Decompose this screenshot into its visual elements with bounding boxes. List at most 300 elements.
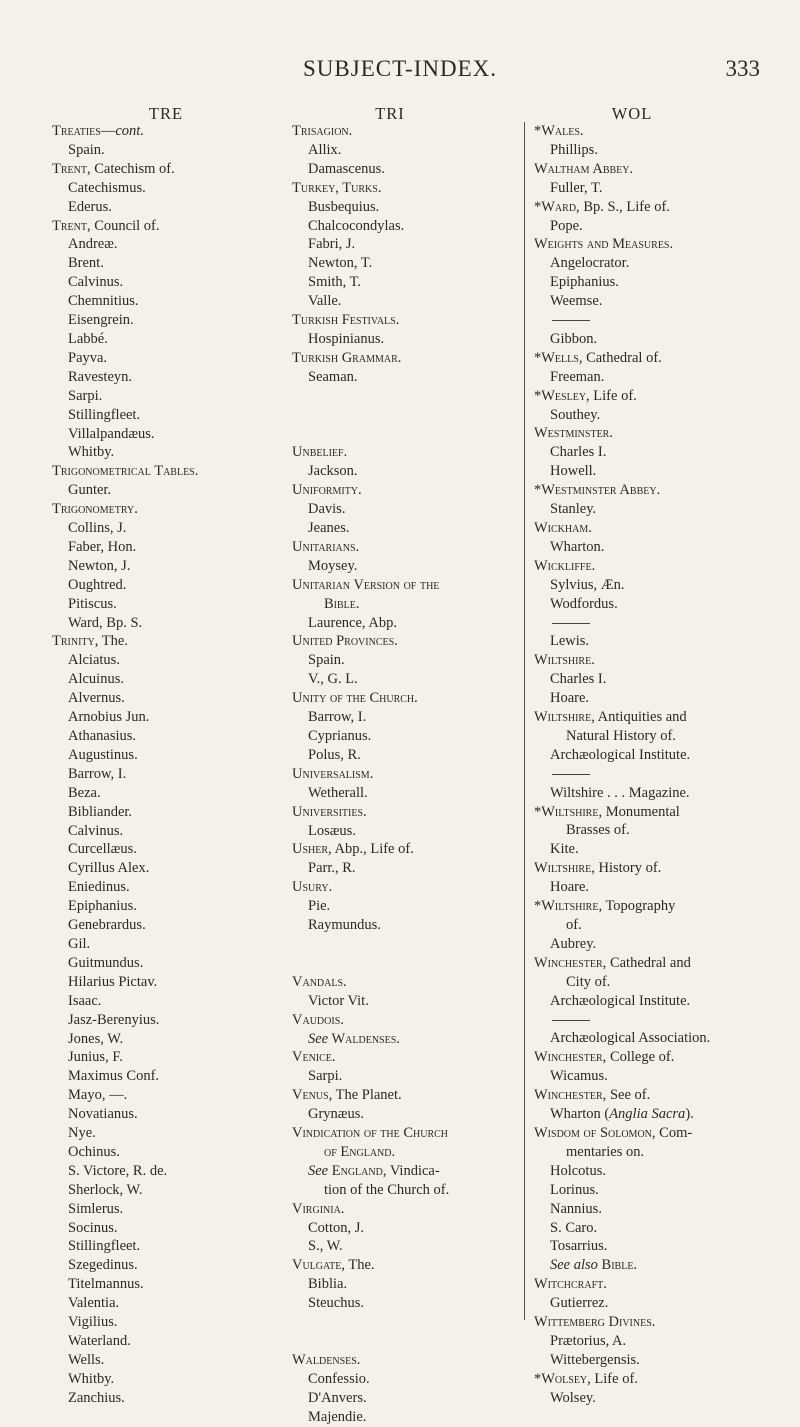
index-subentry: Gutierrez. bbox=[550, 1295, 609, 1312]
heading-term: Uniformity. bbox=[292, 482, 362, 499]
heading-term: Unbelief. bbox=[292, 444, 348, 461]
index-heading bbox=[292, 803, 449, 822]
heading-term: Turkey, Turks. bbox=[292, 179, 382, 196]
entry-text: History of. bbox=[594, 860, 662, 877]
index-subentry: Cyrillus Alex. bbox=[68, 860, 150, 877]
heading-term: Westminster Abbey. bbox=[541, 482, 661, 499]
page-number: 333 bbox=[725, 56, 760, 81]
entry-text: * bbox=[534, 198, 542, 215]
index-subentry: Victor Vit. bbox=[308, 992, 369, 1009]
heading-term: Unitarians. bbox=[292, 538, 360, 555]
entry-text: * bbox=[534, 1370, 542, 1387]
index-subentry: Faber, Hon. bbox=[68, 538, 137, 555]
heading-term: Turkish Festivals. bbox=[292, 312, 400, 329]
index-subentry bbox=[292, 1030, 449, 1049]
index-heading bbox=[292, 765, 449, 784]
index-subentry: Jackson. bbox=[308, 463, 358, 480]
index-heading bbox=[534, 1124, 710, 1143]
index-heading bbox=[534, 424, 710, 443]
index-subentry: Brent. bbox=[68, 255, 104, 272]
entry-text: * bbox=[534, 898, 542, 915]
entry-text: Council of. bbox=[90, 217, 160, 234]
index-heading bbox=[534, 1370, 710, 1389]
index-subentry: Nannius. bbox=[550, 1200, 602, 1217]
index-subentry: Charles I. bbox=[550, 671, 607, 688]
heading-term: Unitarian Version of the bbox=[292, 576, 440, 593]
index-subentry: Confessio. bbox=[308, 1370, 370, 1387]
index-heading bbox=[292, 443, 449, 462]
index-continuation: of. bbox=[566, 917, 582, 934]
index-subentry: Ward, Bp. S. bbox=[68, 614, 143, 631]
index-subentry: Moysey. bbox=[308, 557, 358, 574]
index-subentry: Catechismus. bbox=[68, 179, 146, 196]
index-subentry: Stillingfleet. bbox=[68, 1238, 141, 1255]
column-divider bbox=[524, 122, 525, 1320]
index-heading bbox=[534, 1048, 710, 1067]
index-subentry: Curcellæus. bbox=[68, 841, 137, 858]
index-subentry: Chemnitius. bbox=[68, 293, 139, 310]
blank-line bbox=[292, 406, 449, 425]
heading-term: Wells, bbox=[541, 349, 583, 366]
index-subentry: Beza. bbox=[68, 784, 101, 801]
index-subentry: Sherlock, W. bbox=[68, 1181, 143, 1198]
column-heading-1: TRE bbox=[148, 104, 184, 123]
index-subentry: Biblia. bbox=[308, 1276, 348, 1293]
index-heading bbox=[292, 179, 449, 198]
entry-text: Catechism of. bbox=[90, 160, 175, 177]
index-column-1 bbox=[52, 122, 198, 1408]
index-subentry: Archæological Association. bbox=[550, 1030, 711, 1047]
index-heading bbox=[534, 349, 710, 368]
index-subentry: Sarpi. bbox=[68, 387, 103, 404]
index-subentry: Maximus Conf. bbox=[68, 1068, 160, 1085]
index-subentry: Laurence, Abp. bbox=[308, 614, 397, 631]
index-subentry: Barrow, I. bbox=[68, 765, 127, 782]
index-subentry: Southey. bbox=[550, 406, 601, 423]
entry-text: Antiquities and bbox=[594, 709, 687, 726]
index-heading bbox=[292, 481, 449, 500]
index-heading bbox=[292, 632, 449, 651]
index-subentry: Wells. bbox=[68, 1351, 105, 1368]
index-subentry: Gunter. bbox=[68, 482, 112, 499]
entry-text: Vindica- bbox=[386, 1162, 440, 1179]
index-subentry: Arnobius Jun. bbox=[68, 709, 150, 726]
index-heading bbox=[292, 840, 449, 859]
index-subentry: Holcotus. bbox=[550, 1162, 606, 1179]
index-subentry: Pope. bbox=[550, 217, 583, 234]
index-subentry: Collins, J. bbox=[68, 520, 127, 537]
index-subentry: Gil. bbox=[68, 935, 91, 952]
column-heading-3: WOL bbox=[611, 104, 653, 123]
index-column-3 bbox=[534, 122, 710, 1408]
index-heading bbox=[534, 897, 710, 916]
index-subentry: Wiltshire . . . Magazine. bbox=[550, 784, 690, 801]
italic-text: cont. bbox=[115, 123, 144, 139]
heading-term: Wickliffe. bbox=[534, 557, 596, 574]
index-subentry: Payva. bbox=[68, 349, 108, 366]
column-heading-2: TRI bbox=[375, 104, 405, 123]
index-heading bbox=[52, 500, 198, 519]
index-subentry: Alciatus. bbox=[68, 652, 120, 669]
index-subentry: Wicamus. bbox=[550, 1068, 608, 1085]
index-heading bbox=[292, 538, 449, 557]
index-subentry: Angelocrator. bbox=[550, 255, 630, 272]
heading-term: Trent, bbox=[52, 217, 91, 234]
index-subentry bbox=[292, 1162, 449, 1181]
entry-text: See of. bbox=[606, 1087, 651, 1104]
index-subentry: Simlerus. bbox=[68, 1200, 124, 1217]
entry-text: Monumental bbox=[602, 803, 680, 820]
index-subentry: Wolsey. bbox=[550, 1389, 596, 1406]
index-subentry: Freeman. bbox=[550, 368, 605, 385]
heading-term: Waldenses. bbox=[292, 1351, 361, 1368]
heading-term: Vandals. bbox=[292, 973, 347, 990]
index-subentry: Grynæus. bbox=[308, 1106, 364, 1123]
index-subentry: Wittebergensis. bbox=[550, 1351, 640, 1368]
index-subentry: Polus, R. bbox=[308, 746, 361, 763]
index-subentry: Steuchus. bbox=[308, 1295, 364, 1312]
index-heading bbox=[292, 1011, 449, 1030]
heading-term: Waltham Abbey. bbox=[534, 160, 634, 177]
index-continuation bbox=[292, 595, 449, 614]
heading-term: Vulgate, bbox=[292, 1257, 345, 1274]
heading-term: Vaudois. bbox=[292, 1011, 344, 1028]
index-heading bbox=[534, 708, 710, 727]
entry-text: * bbox=[534, 482, 542, 499]
entry-text: Wharton ( bbox=[550, 1106, 610, 1123]
index-heading bbox=[534, 557, 710, 576]
index-subentry: Wetherall. bbox=[308, 784, 368, 801]
index-heading bbox=[534, 651, 710, 670]
italic-text: See bbox=[308, 1030, 329, 1047]
heading-term: Wiltshire, bbox=[541, 898, 603, 915]
heading-term: Waldenses. bbox=[328, 1030, 400, 1047]
entry-text: Bp. S., Life of. bbox=[579, 198, 670, 215]
index-subentry: Smith, T. bbox=[308, 274, 362, 291]
index-subentry: Archæological Institute. bbox=[550, 992, 691, 1009]
heading-term: Trigonometry. bbox=[52, 501, 138, 518]
heading-term: England, bbox=[328, 1162, 387, 1179]
index-subentry: Majendie. bbox=[308, 1408, 367, 1425]
heading-term: Wickham. bbox=[534, 520, 592, 537]
index-subentry: Socinus. bbox=[68, 1219, 118, 1236]
index-heading bbox=[52, 632, 198, 651]
entry-text: The. bbox=[98, 633, 128, 650]
index-subentry: Archæological Institute. bbox=[550, 746, 691, 763]
index-subentry: Bibliander. bbox=[68, 803, 133, 820]
heading-term: Wittemberg Divines. bbox=[534, 1314, 656, 1331]
index-heading bbox=[292, 1351, 449, 1370]
index-subentry: Ederus. bbox=[68, 198, 112, 215]
index-subentry: Szegedinus. bbox=[68, 1257, 138, 1274]
ditto-rule bbox=[534, 1011, 710, 1030]
index-subentry: Charles I. bbox=[550, 444, 607, 461]
index-subentry: Wodfordus. bbox=[550, 595, 618, 612]
index-heading bbox=[534, 122, 710, 141]
index-subentry: Spain. bbox=[308, 652, 345, 669]
index-subentry: Losæus. bbox=[308, 822, 356, 839]
index-heading bbox=[534, 481, 710, 500]
index-subentry: Vigilius. bbox=[68, 1314, 118, 1331]
entry-text: * bbox=[534, 387, 542, 404]
index-subentry: Alvernus. bbox=[68, 690, 125, 707]
heading-term: Wiltshire, bbox=[534, 709, 595, 726]
index-subentry: Sylvius, Æn. bbox=[550, 576, 625, 593]
index-heading bbox=[534, 235, 710, 254]
index-heading bbox=[292, 689, 449, 708]
index-subentry: Whitby. bbox=[68, 1370, 115, 1387]
index-subentry: Athanasius. bbox=[68, 728, 137, 744]
index-subentry: Valentia. bbox=[68, 1295, 120, 1312]
index-subentry: Fuller, T. bbox=[550, 179, 603, 196]
index-subentry: Seaman. bbox=[308, 368, 358, 385]
heading-term: of England. bbox=[324, 1143, 396, 1160]
heading-term: Universities. bbox=[292, 803, 367, 820]
index-heading bbox=[292, 122, 449, 141]
heading-term: Trinity, bbox=[52, 633, 99, 650]
index-subentry: Tosarrius. bbox=[550, 1238, 608, 1255]
index-subentry: Lewis. bbox=[550, 633, 590, 650]
heading-term: Usher, bbox=[292, 841, 332, 858]
running-head: SUBJECT-INDEX. bbox=[303, 56, 497, 81]
index-subentry: Eniedinus. bbox=[68, 879, 130, 896]
blank-line bbox=[292, 935, 449, 954]
blank-line bbox=[292, 1313, 449, 1332]
index-subentry: Mayo, —. bbox=[68, 1087, 128, 1104]
index-heading bbox=[52, 160, 198, 179]
heading-term: Wiltshire. bbox=[534, 652, 595, 669]
index-subentry: Damascenus. bbox=[308, 160, 385, 177]
entry-text: * bbox=[534, 803, 542, 820]
index-heading bbox=[534, 859, 710, 878]
heading-term: Unity of the Church. bbox=[292, 690, 418, 707]
index-heading bbox=[292, 311, 449, 330]
index-subentry: Jeanes. bbox=[308, 520, 350, 537]
index-subentry bbox=[534, 1105, 710, 1124]
entry-text: ). bbox=[685, 1106, 694, 1123]
heading-term: Winchester, bbox=[534, 1087, 607, 1104]
index-subentry: Newton, T. bbox=[308, 255, 373, 272]
heading-term: Vindication of the Church bbox=[292, 1125, 449, 1142]
blank-line bbox=[292, 1332, 449, 1351]
index-column-2 bbox=[292, 122, 449, 1427]
entry-text: Cathedral of. bbox=[582, 349, 662, 366]
index-subentry: Chalcocondylas. bbox=[308, 217, 405, 234]
index-subentry: Genebrardus. bbox=[68, 917, 146, 934]
index-subentry: Parr., R. bbox=[308, 860, 356, 877]
index-subentry: Villalpandæus. bbox=[68, 425, 155, 442]
index-subentry: Valle. bbox=[308, 293, 342, 310]
index-subentry: Oughtred. bbox=[68, 576, 127, 593]
ditto-rule bbox=[534, 311, 710, 330]
index-subentry: Davis. bbox=[308, 501, 346, 518]
index-subentry: Barrow, I. bbox=[308, 709, 367, 726]
entry-text: Life of. bbox=[589, 387, 637, 404]
index-subentry: Epiphanius. bbox=[550, 274, 619, 291]
index-subentry: Pie. bbox=[308, 898, 331, 915]
index-subentry: Waterland. bbox=[68, 1333, 131, 1349]
index-heading bbox=[534, 387, 710, 406]
index-subentry: Calvinus. bbox=[68, 822, 124, 839]
index-subentry: Pitiscus. bbox=[68, 595, 117, 612]
entry-text: The. bbox=[344, 1257, 375, 1274]
heading-term: United Provinces. bbox=[292, 633, 398, 650]
index-continuation: tion of the Church of. bbox=[324, 1181, 450, 1198]
italic-text: Anglia Sacra bbox=[609, 1106, 686, 1123]
entry-text: The Planet. bbox=[332, 1087, 402, 1104]
index-subentry: Zanchius. bbox=[68, 1389, 125, 1406]
index-heading bbox=[534, 1086, 710, 1105]
index-subentry: Jasz-Berenyius. bbox=[68, 1011, 160, 1028]
index-subentry: Kite. bbox=[550, 841, 579, 858]
index-subentry: Whitby. bbox=[68, 444, 115, 461]
index-continuation: Brasses of. bbox=[566, 822, 630, 839]
entry-text: Cathedral and bbox=[606, 954, 691, 971]
index-heading bbox=[292, 1124, 449, 1143]
heading-term: Ward, bbox=[541, 198, 580, 215]
index-continuation bbox=[292, 1143, 449, 1162]
index-subentry: Wharton. bbox=[550, 538, 605, 555]
index-heading bbox=[292, 973, 449, 992]
index-heading bbox=[534, 198, 710, 217]
blank-line bbox=[292, 387, 449, 406]
entry-text: — bbox=[100, 123, 116, 139]
index-subentry: Raymundus. bbox=[308, 917, 381, 934]
blank-line bbox=[292, 425, 449, 444]
index-subentry: Epiphanius. bbox=[68, 898, 137, 915]
index-subentry: Stillingfleet. bbox=[68, 406, 141, 423]
index-subentry: S. Victore, R. de. bbox=[68, 1162, 168, 1179]
index-heading bbox=[52, 122, 198, 141]
index-subentry: Gibbon. bbox=[550, 330, 598, 347]
index-heading bbox=[534, 160, 710, 179]
index-subentry: Calvinus. bbox=[68, 274, 124, 291]
index-subentry: Ravesteyn. bbox=[68, 368, 133, 385]
index-subentry: Cyprianus. bbox=[308, 728, 372, 744]
heading-term: Winchester, bbox=[534, 1049, 607, 1066]
heading-term: Wiltshire, bbox=[534, 860, 595, 877]
index-subentry: D'Anvers. bbox=[308, 1389, 367, 1406]
heading-term: Bible. bbox=[324, 595, 360, 612]
index-subentry: Hospinianus. bbox=[308, 330, 385, 347]
heading-term: Wisdom of Solomon, bbox=[534, 1124, 656, 1141]
index-heading bbox=[52, 217, 198, 236]
heading-term: Trisagion. bbox=[292, 123, 353, 139]
index-subentry: Hoare. bbox=[550, 879, 590, 896]
index-subentry: Sarpi. bbox=[308, 1068, 343, 1085]
heading-term: Venice. bbox=[292, 1049, 336, 1066]
index-subentry bbox=[534, 1256, 710, 1275]
index-subentry: Cotton, J. bbox=[308, 1219, 364, 1236]
index-subentry: Alcuinus. bbox=[68, 671, 124, 688]
entry-text: Life of. bbox=[590, 1370, 638, 1387]
index-subentry: Junius, F. bbox=[68, 1049, 123, 1066]
heading-term: Turkish Grammar. bbox=[292, 349, 402, 366]
blank-line bbox=[292, 954, 449, 973]
heading-term: Trent, bbox=[52, 160, 91, 177]
index-subentry: S. Caro. bbox=[550, 1219, 598, 1236]
heading-term: Wales. bbox=[541, 123, 584, 139]
index-heading bbox=[292, 1048, 449, 1067]
entry-text: * bbox=[534, 349, 542, 366]
heading-term: Bible. bbox=[597, 1257, 638, 1274]
heading-term: Treaties bbox=[52, 123, 101, 139]
index-subentry: Aubrey. bbox=[550, 935, 597, 952]
heading-term: Winchester, bbox=[534, 954, 607, 971]
index-subentry: Prætorius, A. bbox=[550, 1332, 627, 1349]
entry-text: Abp., Life of. bbox=[331, 841, 414, 858]
index-subentry: Fabri, J. bbox=[308, 236, 356, 253]
index-heading bbox=[534, 1275, 710, 1294]
index-subentry: Lorinus. bbox=[550, 1181, 599, 1198]
entry-text: Com- bbox=[655, 1124, 693, 1141]
heading-term: Universalism. bbox=[292, 765, 374, 782]
index-subentry: Weemse. bbox=[550, 293, 603, 310]
italic-text: See also bbox=[550, 1257, 598, 1274]
index-heading bbox=[292, 576, 449, 595]
index-subentry: Titelmannus. bbox=[68, 1276, 144, 1293]
heading-term: Wesley, bbox=[541, 387, 590, 404]
heading-term: Wiltshire, bbox=[541, 803, 603, 820]
index-subentry: Eisengrein. bbox=[68, 312, 134, 329]
index-subentry: Allix. bbox=[308, 141, 342, 158]
index-continuation: City of. bbox=[566, 973, 611, 990]
index-continuation: mentaries on. bbox=[566, 1143, 645, 1160]
heading-term: Weights and Measures. bbox=[534, 236, 674, 253]
index-subentry: V., G. L. bbox=[308, 671, 358, 688]
index-subentry: Nye. bbox=[68, 1125, 96, 1142]
heading-term: Westminster. bbox=[534, 425, 613, 442]
index-heading bbox=[292, 1256, 449, 1275]
entry-text: * bbox=[534, 123, 542, 139]
index-heading bbox=[292, 1086, 449, 1105]
index-heading bbox=[292, 878, 449, 897]
entry-text: Topography bbox=[602, 898, 676, 915]
heading-term: Wolsey, bbox=[541, 1370, 591, 1387]
index-subentry: Newton, J. bbox=[68, 557, 131, 574]
heading-term: Virginia. bbox=[292, 1200, 345, 1217]
index-heading bbox=[292, 1200, 449, 1219]
index-subentry: Hoare. bbox=[550, 690, 590, 707]
index-subentry: Jones, W. bbox=[68, 1030, 124, 1047]
index-subentry: Novatianus. bbox=[68, 1106, 138, 1123]
index-subentry: Busbequius. bbox=[308, 198, 380, 215]
index-subentry: Isaac. bbox=[68, 992, 102, 1009]
heading-term: Usury. bbox=[292, 879, 333, 896]
index-heading bbox=[52, 462, 198, 481]
index-subentry: Howell. bbox=[550, 463, 597, 480]
index-heading bbox=[534, 803, 710, 822]
index-subentry: Phillips. bbox=[550, 141, 598, 158]
heading-term: Trigonometrical Tables. bbox=[52, 463, 199, 480]
index-heading bbox=[534, 1313, 710, 1332]
ditto-rule bbox=[534, 614, 710, 633]
index-continuation: Natural History of. bbox=[566, 727, 676, 744]
index-subentry: Labbé. bbox=[68, 330, 108, 347]
index-subentry: Ochinus. bbox=[68, 1143, 120, 1160]
index-subentry: Andreæ. bbox=[68, 236, 118, 253]
heading-term: Witchcraft. bbox=[534, 1276, 607, 1293]
italic-text: See bbox=[308, 1162, 329, 1179]
index-subentry: Spain. bbox=[68, 141, 105, 158]
heading-term: Venus, bbox=[292, 1087, 333, 1104]
ditto-rule bbox=[534, 765, 710, 784]
index-subentry: Augustinus. bbox=[68, 746, 138, 763]
index-heading bbox=[534, 519, 710, 538]
index-heading bbox=[534, 954, 710, 973]
index-subentry: Stanley. bbox=[550, 501, 597, 518]
entry-text: College of. bbox=[606, 1049, 675, 1066]
